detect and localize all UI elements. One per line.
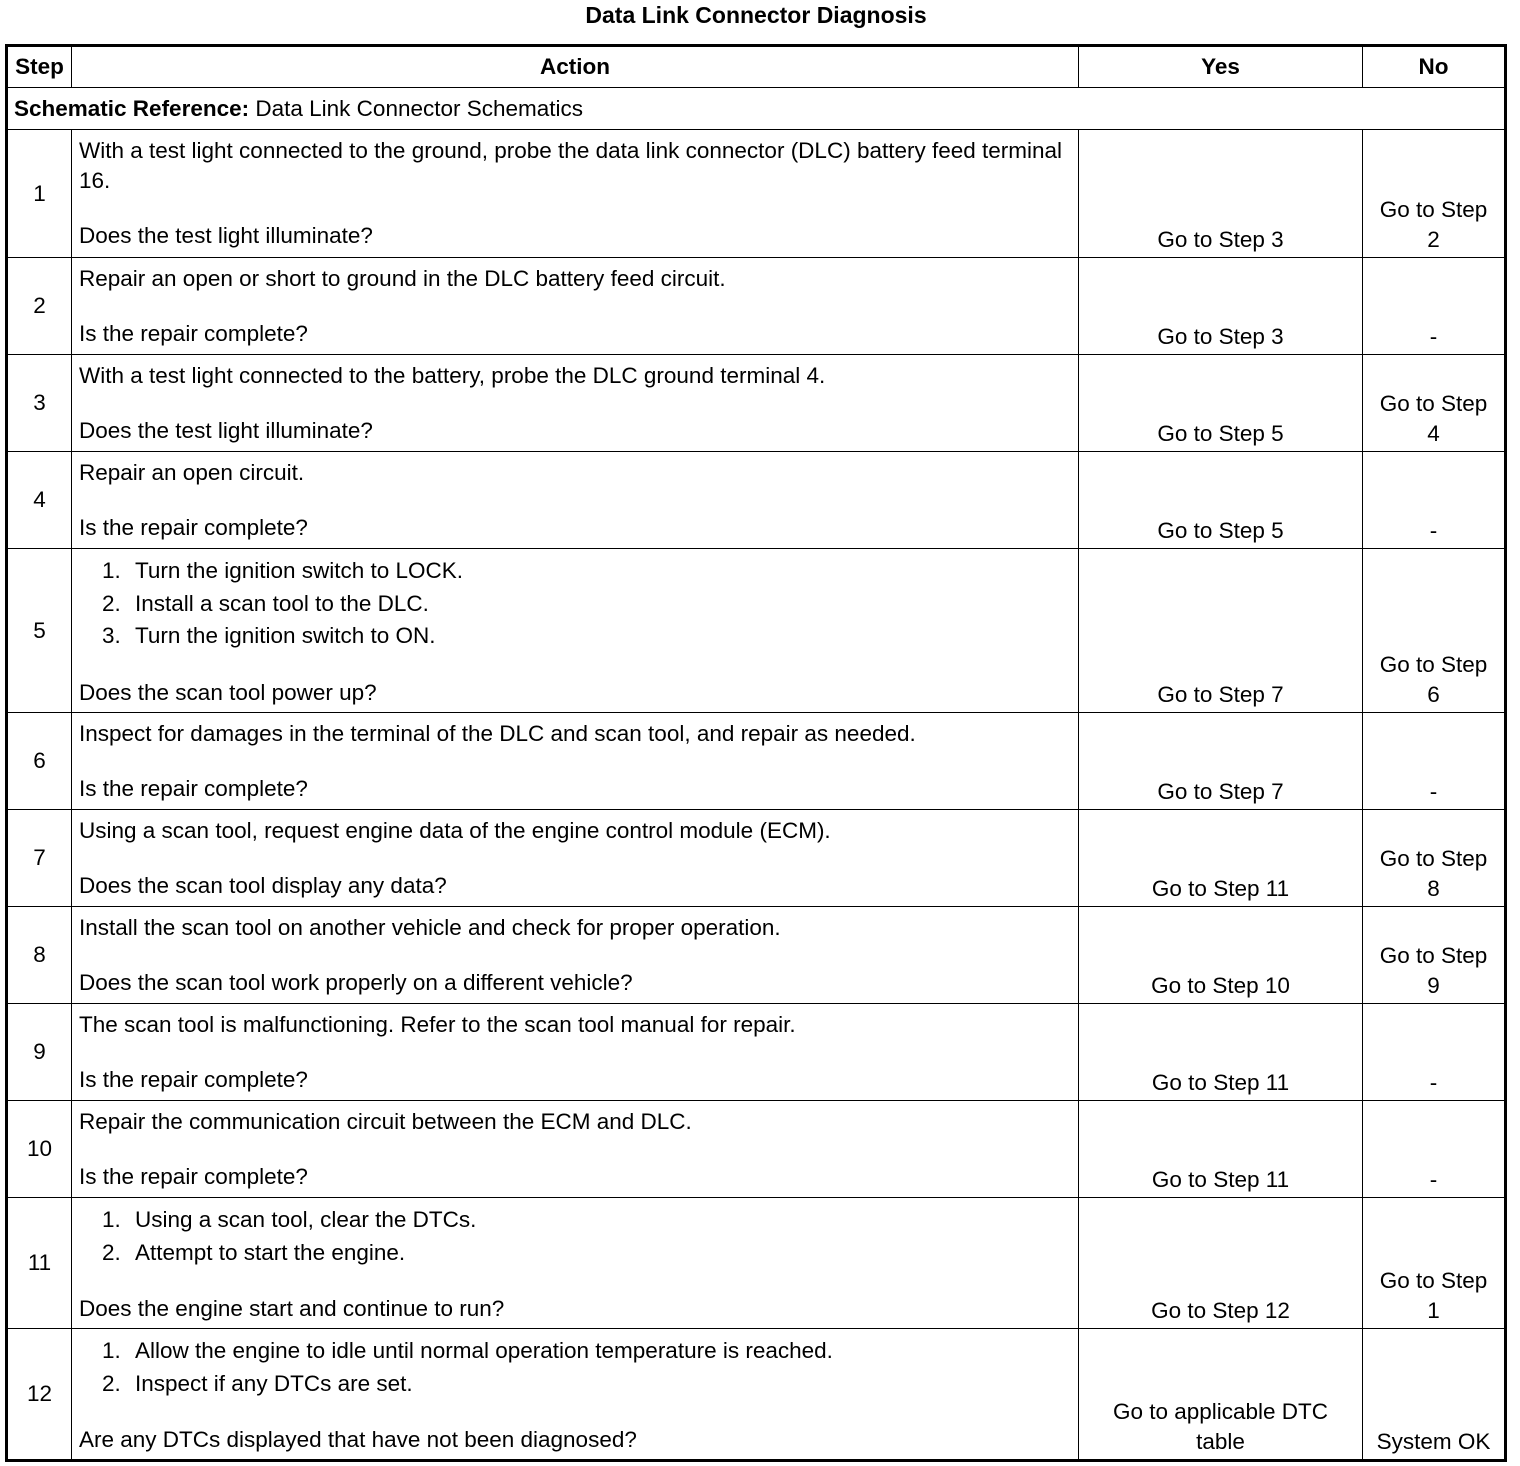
no-cell xyxy=(1363,549,1506,713)
action-question: Does the scan tool display any data? xyxy=(79,873,447,898)
step-number: 8 xyxy=(7,907,72,1004)
no-cell: - xyxy=(1363,258,1506,355)
step-number: 6 xyxy=(7,713,72,810)
action-text: The scan tool is malfunctioning. Refer to the scan tool manual for repair. xyxy=(79,1012,796,1037)
action-question: Does the engine start and continue to run? xyxy=(79,1296,505,1321)
schematic-reference-row xyxy=(7,88,1506,130)
table-row xyxy=(7,452,1506,549)
yes-cell: Go to Step 3 xyxy=(1079,130,1363,258)
action-cell xyxy=(72,130,1079,258)
action-cell xyxy=(72,452,1079,549)
no-cell-text: Go to Step 6 xyxy=(1379,652,1488,707)
yes-cell xyxy=(1079,1329,1363,1461)
no-cell xyxy=(1363,810,1506,907)
no-cell: System OK xyxy=(1363,1329,1506,1461)
yes-cell: Go to Step 11 xyxy=(1079,810,1363,907)
action-text: With a test light connected to the battery, probe the DLC ground terminal 4. xyxy=(79,363,826,388)
table-row xyxy=(7,1198,1506,1329)
list-item: 2. Attempt to start the engine. xyxy=(127,1237,1070,1270)
action-list xyxy=(79,1335,1070,1400)
step-number: 1 xyxy=(7,130,72,258)
action-cell xyxy=(72,1198,1079,1329)
schematic-reference xyxy=(7,88,1506,130)
yes-cell: Go to Step 7 xyxy=(1079,713,1363,810)
action-question: Does the test light illuminate? xyxy=(79,223,373,248)
header-action: Action xyxy=(72,46,1079,88)
step-number: 2 xyxy=(7,258,72,355)
no-cell: - xyxy=(1363,713,1506,810)
list-item: 3. Turn the ignition switch to ON. xyxy=(127,620,1070,653)
step-number: 5 xyxy=(7,549,72,713)
action-question: Is the repair complete? xyxy=(79,321,308,346)
no-cell: - xyxy=(1363,452,1506,549)
diagnosis-table xyxy=(5,44,1507,1462)
action-cell xyxy=(72,1004,1079,1101)
action-cell xyxy=(72,1329,1079,1461)
table-row xyxy=(7,130,1506,258)
no-cell xyxy=(1363,1198,1506,1329)
action-cell xyxy=(72,355,1079,452)
yes-cell: Go to Step 12 xyxy=(1079,1198,1363,1329)
action-question: Is the repair complete? xyxy=(79,1067,308,1092)
table-row xyxy=(7,907,1506,1004)
no-cell xyxy=(1363,130,1506,258)
yes-cell: Go to Step 11 xyxy=(1079,1101,1363,1198)
step-number: 9 xyxy=(7,1004,72,1101)
yes-cell: Go to Step 5 xyxy=(1079,452,1363,549)
step-number: 4 xyxy=(7,452,72,549)
table-row xyxy=(7,1004,1506,1101)
no-cell xyxy=(1363,907,1506,1004)
yes-cell: Go to Step 10 xyxy=(1079,907,1363,1004)
list-item: 1. Allow the engine to idle until normal operation temperature is reached. xyxy=(127,1335,1070,1368)
yes-cell: Go to Step 5 xyxy=(1079,355,1363,452)
yes-cell: Go to Step 3 xyxy=(1079,258,1363,355)
action-cell xyxy=(72,810,1079,907)
action-question: Does the scan tool work properly on a different vehicle? xyxy=(79,970,633,995)
header-yes: Yes xyxy=(1079,46,1363,88)
action-text: With a test light connected to the ground, probe the data link connector (DLC) battery feed terminal 16. xyxy=(79,138,1063,193)
action-text: Repair the communication circuit between the ECM and DLC. xyxy=(79,1109,692,1134)
header-row xyxy=(7,46,1506,88)
action-text: Install the scan tool on another vehicle and check for proper operation. xyxy=(79,915,781,940)
yes-cell-text: Go to applicable DTC table xyxy=(1112,1399,1329,1454)
list-item: 2. Inspect if any DTCs are set. xyxy=(127,1368,1070,1401)
list-item: 1. Turn the ignition switch to LOCK. xyxy=(127,555,1070,588)
action-question: Does the test light illuminate? xyxy=(79,418,373,443)
no-cell-text: Go to Step 2 xyxy=(1379,197,1488,252)
action-question: Is the repair complete? xyxy=(79,776,308,801)
action-cell xyxy=(72,1101,1079,1198)
step-number: 11 xyxy=(7,1198,72,1329)
no-cell: - xyxy=(1363,1004,1506,1101)
action-question: Does the scan tool power up? xyxy=(79,679,377,705)
yes-cell: Go to Step 11 xyxy=(1079,1004,1363,1101)
table-row xyxy=(7,549,1506,713)
no-cell-text: Go to Step 8 xyxy=(1379,846,1488,901)
table-row xyxy=(7,258,1506,355)
action-text: Repair an open circuit. xyxy=(79,460,305,485)
header-step: Step xyxy=(7,46,72,88)
action-question: Are any DTCs displayed that have not been diagnosed? xyxy=(79,1427,637,1452)
list-item: 1. Using a scan tool, clear the DTCs. xyxy=(127,1204,1070,1237)
action-cell xyxy=(72,549,1079,713)
table-row xyxy=(7,810,1506,907)
action-question: Is the repair complete? xyxy=(79,1164,308,1189)
yes-cell: Go to Step 7 xyxy=(1079,549,1363,713)
action-cell xyxy=(72,907,1079,1004)
action-list xyxy=(79,1204,1070,1269)
no-cell: - xyxy=(1363,1101,1506,1198)
action-text: Repair an open or short to ground in the DLC battery feed circuit. xyxy=(79,266,726,291)
no-cell xyxy=(1363,355,1506,452)
step-number: 12 xyxy=(7,1329,72,1461)
step-number: 10 xyxy=(7,1101,72,1198)
table-row xyxy=(7,1329,1506,1461)
table-row xyxy=(7,1101,1506,1198)
no-cell-text: Go to Step 1 xyxy=(1379,1268,1488,1323)
action-question: Is the repair complete? xyxy=(79,515,308,540)
page-title: Data Link Connector Diagnosis xyxy=(585,2,927,28)
step-number: 7 xyxy=(7,810,72,907)
table-row xyxy=(7,713,1506,810)
table-row xyxy=(7,355,1506,452)
header-no: No xyxy=(1363,46,1506,88)
action-text: Inspect for damages in the terminal of the DLC and scan tool, and repair as needed. xyxy=(79,721,916,746)
no-cell-text: Go to Step 4 xyxy=(1379,391,1488,446)
schematic-reference-label: Schematic Reference: xyxy=(14,95,250,121)
action-list xyxy=(79,555,1070,653)
list-item: 2. Install a scan tool to the DLC. xyxy=(127,588,1070,621)
step-number: 3 xyxy=(7,355,72,452)
schematic-reference-value: Data Link Connector Schematics xyxy=(255,95,584,121)
action-cell xyxy=(72,713,1079,810)
action-text: Using a scan tool, request engine data of the engine control module (ECM). xyxy=(79,818,831,843)
action-cell xyxy=(72,258,1079,355)
no-cell-text: Go to Step 9 xyxy=(1379,943,1488,998)
